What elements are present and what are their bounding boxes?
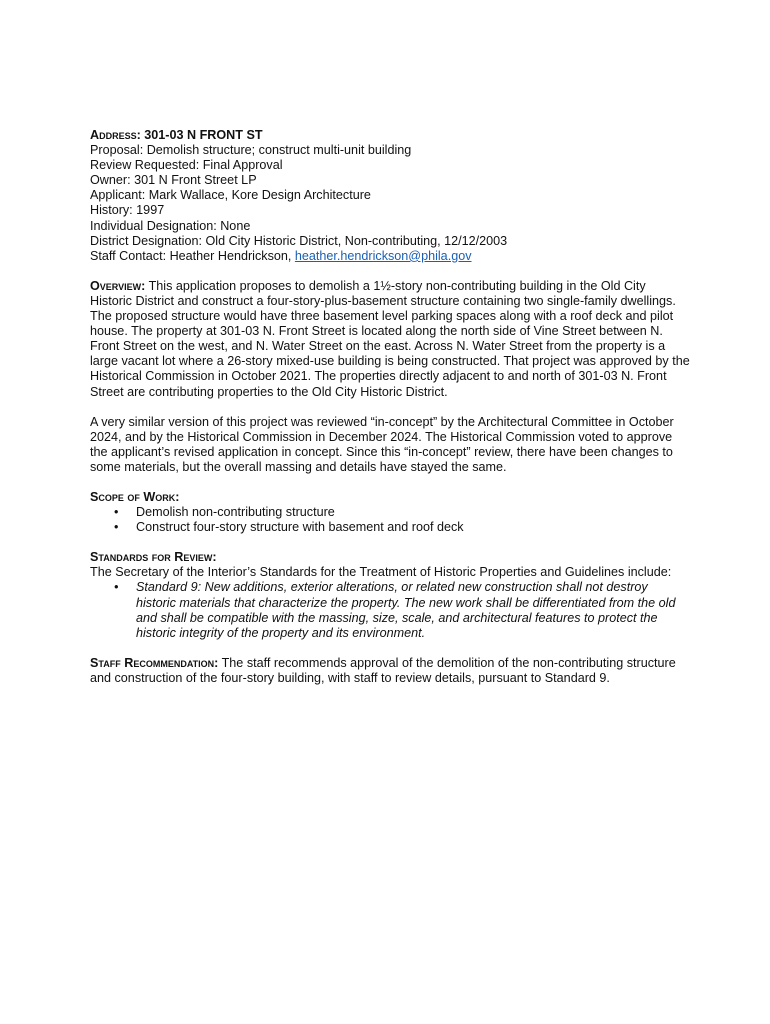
recommendation-heading: Staff Recommendation: <box>90 655 219 670</box>
address-heading: Address: 301-03 N FRONT ST <box>90 128 263 142</box>
meta-proposal: Proposal: Demolish structure; construct multi-unit building <box>90 143 412 158</box>
meta-applicant: Applicant: Mark Wallace, Kore Design Architecture <box>90 188 371 203</box>
recommendation-text: The staff recommends approval of the demolition of the non-contributing structure and construction of the four-story building, with staff to review details, pursuant to Standard 9. <box>90 655 676 685</box>
staff-contact-label: Staff Contact: Heather Hendrickson, <box>90 248 295 263</box>
meta-staff-contact <box>90 249 690 264</box>
scope-item: • Construct four-story structure with basement and roof deck <box>136 520 690 535</box>
scope-heading: Scope of Work: <box>90 489 180 504</box>
document-page <box>90 128 690 686</box>
recommendation-paragraph <box>90 656 690 686</box>
history-paragraph: A very similar version of this project was reviewed “in-concept” by the Architectural Committee in October 2024, and by the Historical Commission in December 2024. The Historical Commission voted to approve the applicant’s revised application in concept. Since this “in-concept” review, there have been changes to some materials, but the overall massing and details have stayed the same. <box>90 414 674 474</box>
meta-history: History: 1997 <box>90 203 165 218</box>
standards-heading: Standards for Review: <box>90 550 217 565</box>
meta-review-requested: Review Requested: Final Approval <box>90 158 283 173</box>
scope-list <box>90 505 690 535</box>
meta-block <box>90 143 690 264</box>
scope-item: • Demolish non-contributing structure <box>136 505 690 520</box>
overview-paragraph <box>90 279 690 400</box>
standards-intro: The Secretary of the Interior’s Standards for the Treatment of Historic Properties and Guidelines include: <box>90 565 672 580</box>
standard-9-item: • Standard 9: New additions, exterior alterations, or related new construction shall not destroy historic materials that characterize the property. The new work shall be differentiated from the old and shall be compatible with the massing, size, scale, and architectural features to protect the historic integrity of the property and its environment. <box>136 580 690 640</box>
overview-text: This application proposes to demolish a 1½-story non-contributing building in the Old City Historic District and construct a four-story-plus-basement structure containing two single-family dwellings. The proposed structure would have three basement level parking spaces along with a roof deck and pilot house. The property at 301-03 N. Front Street is located along the north side of Vine Street between N. Front Street on the west, and N. Water Street on the east. Across N. Water Street from the property is a large vacant lot where a 26-story mixed-use building is being constructed. That project was approved by the Historical Commission in October 2021. The properties directly adjacent to and north of 301-03 N. Front Street are contributing properties to the Old City Historic District. <box>90 278 690 399</box>
standards-list <box>90 580 690 640</box>
meta-district-designation: District Designation: Old City Historic District, Non-contributing, 12/12/2003 <box>90 233 508 248</box>
meta-owner: Owner: 301 N Front Street LP <box>90 173 257 188</box>
staff-email-link[interactable]: heather.hendrickson@phila.gov <box>294 248 472 263</box>
overview-heading: Overview: <box>90 278 146 293</box>
meta-individual-designation: Individual Designation: None <box>90 218 251 233</box>
